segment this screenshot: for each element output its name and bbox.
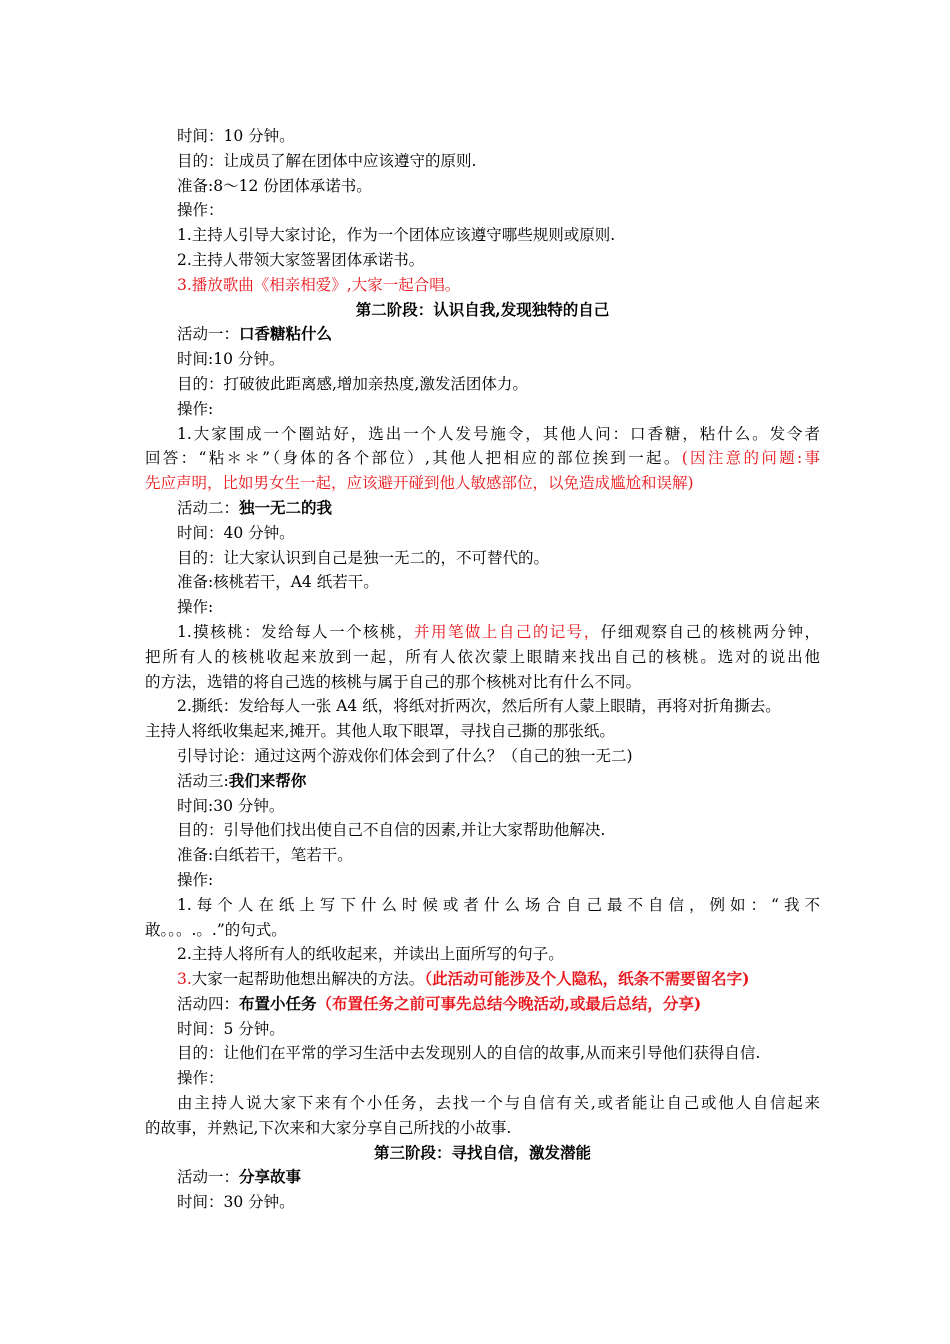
activity-2-prep: 准备:核桃若干，A4 纸若干。	[177, 573, 379, 592]
activity-1-heading	[145, 322, 820, 347]
activity-prefix: 活动一：	[177, 1168, 240, 1187]
activity-3-step-1-line-2: 敢。。。.。.”的句式。	[145, 920, 287, 939]
activity-2-step-1-line-3: 的方法，选错的将自己选的核桃与属于自己的那个核桃对比有什么不同。	[145, 672, 642, 691]
stage-3-activity-1-heading	[145, 1165, 820, 1190]
activity-1-step-line-1: 1.大家围成一个圈站好，选出一个人发号施令，其他人问：口香糖，粘什么。发令者	[177, 424, 820, 443]
activity-prefix: 活动三:	[177, 771, 229, 790]
activity-4-time: 时间：5 分钟。	[177, 1019, 285, 1038]
activity-title: 分享故事	[239, 1167, 302, 1187]
activity-2-time: 时间：40 分钟。	[177, 523, 295, 542]
activity-2-step-1-line-1	[145, 620, 820, 645]
activity-title: 我们来帮你	[228, 770, 307, 790]
activity-2-step-2-line-2: 主持人将纸收集起来,摊开。其他人取下眼罩，寻找自己撕的那张纸。	[145, 722, 615, 741]
activity-1-step-line-3: 先应声明，比如男女生一起，应该避开碰到他人敏感部位，以免造成尴尬和误解)	[145, 474, 694, 493]
step-text: 仔细观察自己的核桃两分钟，	[600, 622, 820, 641]
step-number: 3.	[177, 970, 192, 989]
prep-line: 准备:8～12 份团体承诺书。	[177, 176, 372, 195]
activity-title: 独一无二的我	[239, 497, 333, 517]
activity-prefix: 活动二：	[177, 498, 240, 517]
step-1: 1.主持人引导大家讨论，作为一个团体应该遵守哪些规则或原则.	[177, 226, 616, 245]
activity-3-step-2: 2.主持人将所有人的纸收起来，并读出上面所写的句子。	[177, 945, 564, 964]
activity-1-step-line-2	[145, 446, 820, 471]
activity-4-heading	[145, 992, 820, 1017]
activity-3-prep: 准备:白纸若干，笔若干。	[177, 846, 353, 865]
highlight-note: 并用笔做上自己的记号，	[413, 622, 601, 641]
activity-3-step-3	[145, 967, 820, 992]
step-text: 回答：“粘＊＊”（身体的各个部位）,其他人把相应的部位挨到一起。	[145, 449, 682, 468]
activity-2-discussion: 引导讨论：通过这两个游戏你们体会到了什么？（自己的独一无二)	[177, 746, 633, 765]
time-line: 时间：10 分钟。	[177, 127, 295, 145]
activity-4-goal: 目的：让他们在平常的学习生活中去发现别人的自信的故事,从而来引导他们获得自信.	[177, 1044, 761, 1063]
activity-4-step-line-1: 由主持人说大家下来有个小任务，去找一个与自信有关,或者能让自己或他人自信起来	[177, 1094, 820, 1113]
activity-4-step-line-2: 的故事，并熟记,下次来和大家分享自己所找的小故事.	[145, 1118, 512, 1137]
activity-2-goal: 目的：让大家认识到自己是独一无二的，不可替代的。	[177, 548, 550, 567]
caution-note: (因注意的问题:事	[681, 449, 820, 468]
stage-3-heading: 第三阶段：寻找自信，激发潜能	[373, 1142, 591, 1162]
activity-2-step-1-line-2: 把所有人的核桃收起来放到一起，所有人依次蒙上眼睛来找出自己的核桃。选对的说出他	[145, 647, 820, 666]
activity-1-operation: 操作:	[177, 399, 214, 418]
activity-2-heading	[145, 496, 820, 521]
activity-2-operation: 操作:	[177, 598, 214, 617]
activity-4-operation: 操作：	[177, 1069, 224, 1088]
step-text: 大家一起帮助他想出解决的方法。	[191, 970, 425, 989]
activity-prefix: 活动一：	[177, 325, 240, 344]
privacy-note: （此活动可能涉及个人隐私，纸条不需要留名字)	[424, 969, 750, 989]
activity-1-goal: 目的：打破彼此距离感,增加亲热度,激发活团体力。	[177, 374, 528, 393]
goal-line: 目的：让成员了解在团体中应该遵守的原则.	[177, 151, 477, 170]
summary-note: （布置任务之前可事先总结今晚活动,或最后总结，分享)	[316, 993, 702, 1013]
document-body	[145, 124, 820, 1215]
activity-3-operation: 操作:	[177, 870, 214, 889]
activity-prefix: 活动四：	[177, 994, 240, 1013]
activity-1-time: 时间:10 分钟。	[177, 350, 285, 369]
step-2: 2.主持人带领大家签署团体承诺书。	[177, 250, 425, 269]
step-3-highlight: 3.播放歌曲《相亲相爱》,大家一起合唱。	[177, 275, 461, 294]
activity-3-time: 时间:30 分钟。	[177, 796, 285, 815]
activity-3-heading	[145, 769, 820, 794]
activity-3-step-1-line-1: 1.每个人在纸上写下什么时候或者什么场合自己最不自信，例如：“我不	[177, 895, 820, 914]
activity-3-goal: 目的：引导他们找出使自己不自信的因素,并让大家帮助他解决.	[177, 821, 606, 840]
stage-2-heading: 第二阶段：认识自我,发现独特的自己	[355, 299, 610, 319]
activity-2-step-2-line-1: 2.撕纸：发给每人一张 A4 纸，将纸对折两次，然后所有人蒙上眼睛，再将对折角撕去。	[177, 697, 781, 716]
stage-3-activity-1-time: 时间：30 分钟。	[177, 1193, 295, 1212]
step-text: 1.摸核桃：发给每人一个核桃，	[177, 622, 414, 641]
activity-title: 布置小任务	[239, 993, 317, 1013]
activity-title: 口香糖粘什么	[239, 324, 333, 344]
operation-label: 操作：	[177, 201, 224, 220]
